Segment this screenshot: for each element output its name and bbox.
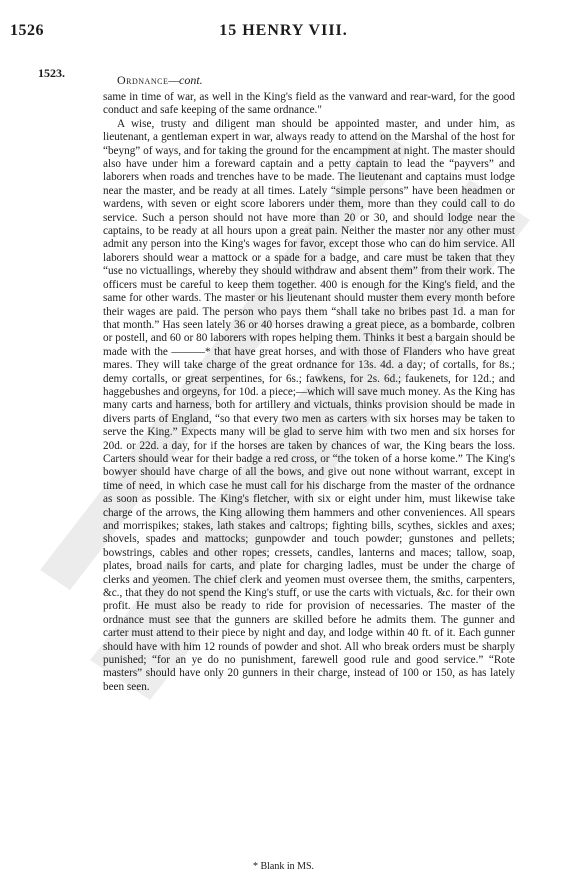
body-text [103,91,515,694]
footnote: * Blank in MS. [252,861,315,872]
running-head: 15 HENRY VIII. [219,22,348,39]
section-continued: —cont. [168,73,203,87]
section-heading [117,73,203,88]
margin-year: 1523. [38,66,65,80]
paragraph-main: A wise, trusty and diligent man should be appointed master, and under him, as lieutenant, a gentleman expert in war, always ready to attend on the Marshal of the host for “beyng” of ways, and for taking the ground for the encampment at night. The master should also have under him a foreward captain and a petty captain to lead the “payvers” and laborers when roads and trenches have to be made. The lieutenant and captains must lodge near the master, and be ready at all times. Lately “simple persons” have been headmen or wardens, with seven or eight score laborers under them, more than they could call to do service. Such a person should not have more than 20 or 30, and should lodge near the captains, to be ready at all hours upon a great pain. Neither the master nor any other must admit any person into the King's wages for favor, except those who can do him service. All laborers should wear a mattock or a spade for a badge, and care must be taken that they “use no victuallings, whereby they should withdraw and absent them” from their work. The officers must be careful to keep them together. 400 is enough for the King's field, and the same for other wards. The master or his lieutenant should muster them every month before their wages are paid. The person who pays them “shall take no bribes past 1d. a man for that month.” Has seen lately 36 or 40 horses drawing a great piece, as a bombarde, colbren or postell, and 60 or 80 laborers with ropes helping them. Thinks it best a bargain should be made with the ———* that have great horses, and with those of Flanders who have great mares. They will take charge of the great ordnance for 13s. 4d. a day; of cortalls, for 8s.; demy cortalls, or great serpentines, for 6s.; fawkens, for 2s. 6d.; faukenets, for 12d.; and haggebushes and orgeyns, for 10d. a piece;—which will save much money. As the King has many carts and harness, both for artillery and victuals, thinks provision should be made in divers parts of England, “so that every two men as carters with six horses may be taken to serve the King.” Expects many will be glad to serve him with two men and six horses for 20d. or 22d. a day, for if the horses are taken by chances of war, the King bears the loss. Carters should wear for their badge a red cross, or “the token of a horse kome.” The King's bowyer should have charge of all the bows, and give out none without warrant, except in time of need, in which case he must call for his discharge from the master of the ordnance as soon as possible. The King's fletcher, with six or eight under him, must likewise take charge of the arrows, the King allowing them hammers and other conveniences. All spears and morrispikes; stakes, lath stakes and caltrops; fighting bills, scythes, sickles and axes; shovels, spades and mattocks; gunpowder and touch powder; gunstones and pellets; bowstrings, cables and other ropes; cressets, candles, lanterns and maces; tallow, soap, plates, broad nails for carts, and plate for charging ladles, must be under the charge of clerks and yeomen. The chief clerk and yeomen must oversee them, the smiths, carpenters, &c., that they do not spend the King's stuff, or use the carts with victuals, &c. for their own profit. He must also be ready to ride for provision of necessaries. The master of the ordnance must see that the gunners are skilled before he admits them. The gunner and carter must attend to their piece by night and day, and lodge within 40 ft. of it. Each gunner should have with him 12 rounds of powder and shot. All who break orders must be sharply punished; “for an ye do no punishment, farewell good rule and good service.” “Rote masters” should have only 20 gunners in their charge, instead of 100 or 150, as has lately been seen. [103,117,515,693]
page-number: 1526 [10,22,44,39]
paragraph-continuation: same in time of war, as well in the King's field as the vanward and rear-ward, for the good conduct and safe keeping of the same ordnance." [103,91,515,117]
section-title: Ordnance [117,73,169,87]
